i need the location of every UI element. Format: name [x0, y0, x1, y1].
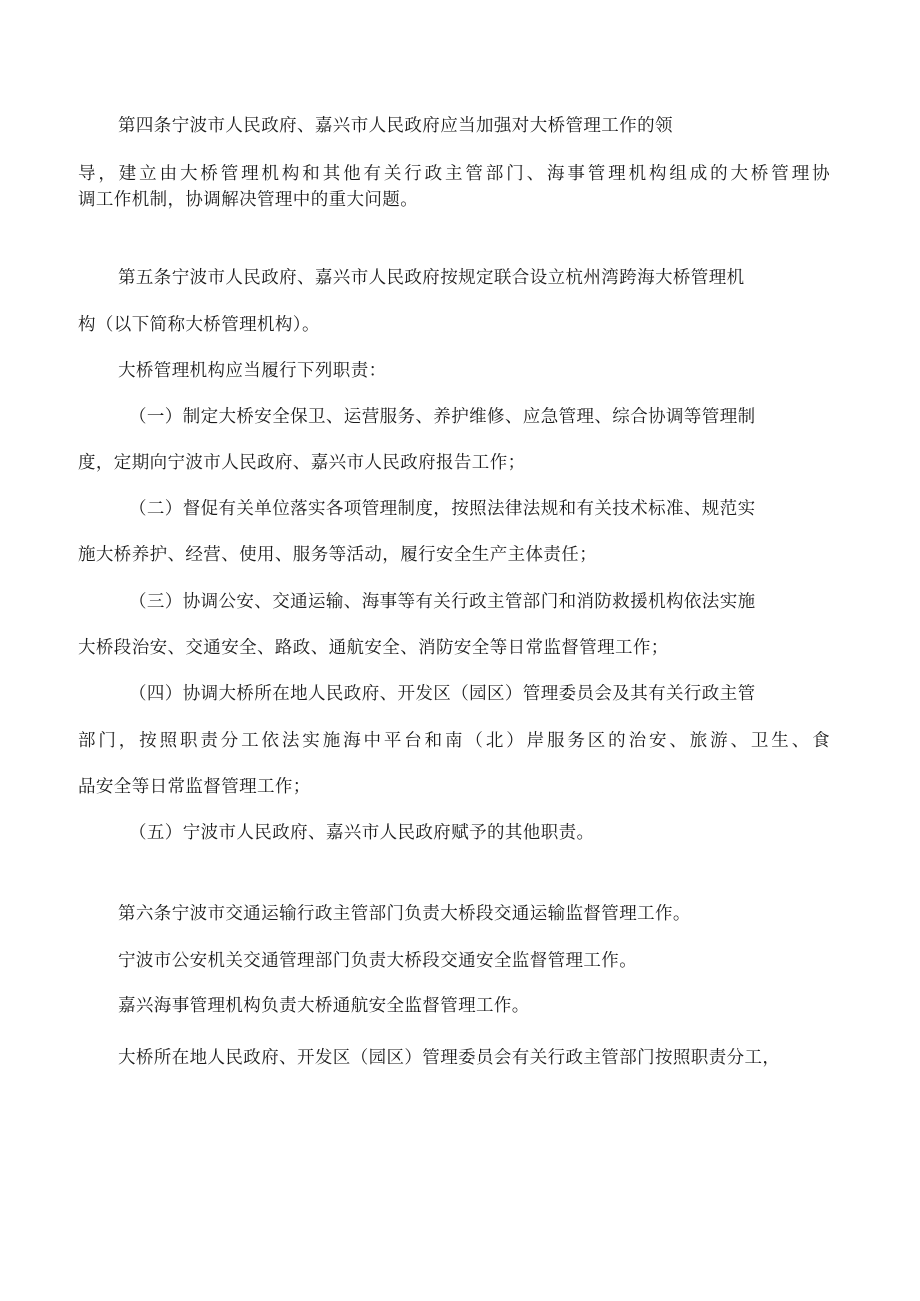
- article-4-line-2: 导，建立由大桥管理机构和其他有关行政主管部门、海事管理机构组成的大桥管理协: [78, 164, 830, 184]
- duty-item-3-line-2: 大桥段治安、交通安全、路政、通航安全、消防安全等日常监督管理工作；: [78, 638, 669, 658]
- duty-item-3-line-1: （三）协调公安、交通运输、海事等有关行政主管部门和消防救援机构依法实施: [129, 592, 756, 612]
- article-4-line-3: 调工作机制，协调解决管理中的重大问题。: [78, 190, 419, 210]
- duty-item-2-line-2: 施大桥养护、经营、使用、服务等活动，履行安全生产主体责任；: [78, 545, 598, 565]
- article-6-line-4: 大桥所在地人民政府、开发区（园区）管理委员会有关行政主管部门按照职责分工，: [118, 1048, 781, 1068]
- duty-item-4-line-3: 品安全等日常监督管理工作；: [78, 777, 311, 797]
- duty-item-1-line-2: 度，定期向宁波市人民政府、嘉兴市人民政府报告工作；: [78, 453, 526, 473]
- article-6-line-3: 嘉兴海事管理机构负责大桥通航安全监督管理工作。: [118, 996, 530, 1016]
- duty-item-5-line-1: （五）宁波市人民政府、嘉兴市人民政府赋予的其他职责。: [129, 823, 595, 843]
- duty-item-4-line-1: （四）协调大桥所在地人民政府、开发区（园区）管理委员会及其有关行政主管: [129, 684, 756, 704]
- duty-item-1-line-1: （一）制定大桥安全保卫、运营服务、养护维修、应急管理、综合协调等管理制: [129, 407, 756, 427]
- duty-item-4-line-2: 部门，按照职责分工依法实施海中平台和南（北）岸服务区的治安、旅游、卫生、食: [78, 731, 830, 751]
- article-5-line-2: 构（以下简称大桥管理机构）。: [78, 315, 320, 335]
- duty-item-2-line-1: （二）督促有关单位落实各项管理制度，按照法律法规和有关技术标准、规范实: [129, 499, 756, 519]
- article-6-line-2: 宁波市公安机关交通管理部门负责大桥段交通安全监督管理工作。: [118, 951, 638, 971]
- article-6-line-1: 第六条宁波市交通运输行政主管部门负责大桥段交通运输监督管理工作。: [118, 904, 691, 924]
- duties-intro: 大桥管理机构应当履行下列职责：: [118, 361, 387, 381]
- article-5-line-1: 第五条宁波市人民政府、嘉兴市人民政府按规定联合设立杭州湾跨海大桥管理机: [118, 268, 745, 288]
- article-4-line-1: 第四条宁波市人民政府、嘉兴市人民政府应当加强对大桥管理工作的领: [118, 116, 673, 136]
